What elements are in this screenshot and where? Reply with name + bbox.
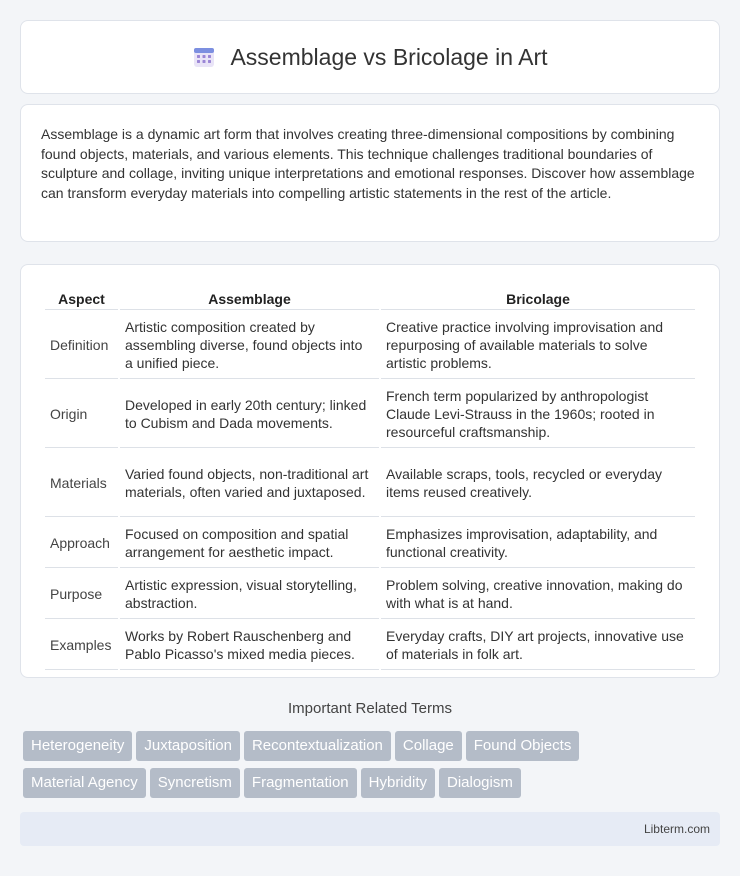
related-terms-title: Important Related Terms <box>288 700 452 717</box>
term-tag[interactable]: Fragmentation <box>244 768 357 798</box>
aspect-cell: Examples <box>45 621 118 670</box>
term-tag[interactable]: Hybridity <box>361 768 435 798</box>
assemblage-cell: Varied found objects, non-traditional art materials, often varied and juxtaposed. <box>120 450 379 517</box>
bricolage-cell: Creative practice involving improvisation and repurposing of available materials to solve artistic problems. <box>381 312 695 379</box>
calendar-icon <box>192 45 216 69</box>
bricolage-cell: Problem solving, creative innovation, making do with what is at hand. <box>381 570 695 619</box>
aspect-cell: Origin <box>45 381 118 448</box>
intro-text: Assemblage is a dynamic art form that involves creating three-dimensional compositions by combining found objects, materials, and various elements. This technique challenges traditional boundaries of sculpture and collage, inviting unique interpretations and emotional responses. Discover how assemblage can transform everyday materials into compelling artistic statements in the rest of the article. <box>41 126 695 201</box>
assemblage-cell: Artistic composition created by assembling diverse, found objects into a unified piece. <box>120 312 379 379</box>
assemblage-cell: Works by Robert Rauschenberg and Pablo Picasso's mixed media pieces. <box>120 621 379 670</box>
table-header-row <box>45 287 695 310</box>
term-tag[interactable]: Syncretism <box>150 768 240 798</box>
assemblage-cell: Developed in early 20th century; linked to Cubism and Dada movements. <box>120 381 379 448</box>
bricolage-cell: French term popularized by anthropologist Claude Levi-Strauss in the 1960s; rooted in resourceful craftsmanship. <box>381 381 695 448</box>
table-row <box>45 381 695 448</box>
bricolage-cell: Emphasizes improvisation, adaptability, and functional creativity. <box>381 519 695 568</box>
table-row <box>45 519 695 568</box>
assemblage-cell: Artistic expression, visual storytelling, abstraction. <box>120 570 379 619</box>
bricolage-cell: Everyday crafts, DIY art projects, innovative use of materials in folk art. <box>381 621 695 670</box>
term-tag[interactable]: Heterogeneity <box>23 731 132 761</box>
table-row <box>45 570 695 619</box>
term-tag[interactable]: Collage <box>395 731 462 761</box>
header-assemblage: Assemblage <box>120 287 379 310</box>
comparison-card <box>20 264 720 678</box>
term-tag[interactable]: Recontextualization <box>244 731 391 761</box>
term-tag[interactable]: Juxtaposition <box>136 731 240 761</box>
intro-card <box>20 104 720 242</box>
title-card <box>20 20 720 94</box>
aspect-cell: Definition <box>45 312 118 379</box>
header-bricolage: Bricolage <box>381 287 695 310</box>
table-row <box>45 621 695 670</box>
table-row <box>45 450 695 517</box>
term-tag[interactable]: Material Agency <box>23 768 146 798</box>
aspect-cell: Approach <box>45 519 118 568</box>
footer-site-link[interactable]: Libterm.com <box>643 822 710 836</box>
assemblage-cell: Focused on composition and spatial arrangement for aesthetic impact. <box>120 519 379 568</box>
page-title: Assemblage vs Bricolage in Art <box>230 43 548 70</box>
aspect-cell: Materials <box>45 450 118 517</box>
term-tag[interactable]: Dialogism <box>439 768 521 798</box>
aspect-cell: Purpose <box>45 570 118 619</box>
bricolage-cell: Available scraps, tools, recycled or everyday items reused creatively. <box>381 450 695 517</box>
term-tag[interactable]: Found Objects <box>466 731 580 761</box>
related-terms-list <box>23 731 723 805</box>
footer <box>20 812 720 846</box>
header-aspect: Aspect <box>45 287 118 310</box>
table-row <box>45 312 695 379</box>
comparison-table <box>43 285 697 672</box>
